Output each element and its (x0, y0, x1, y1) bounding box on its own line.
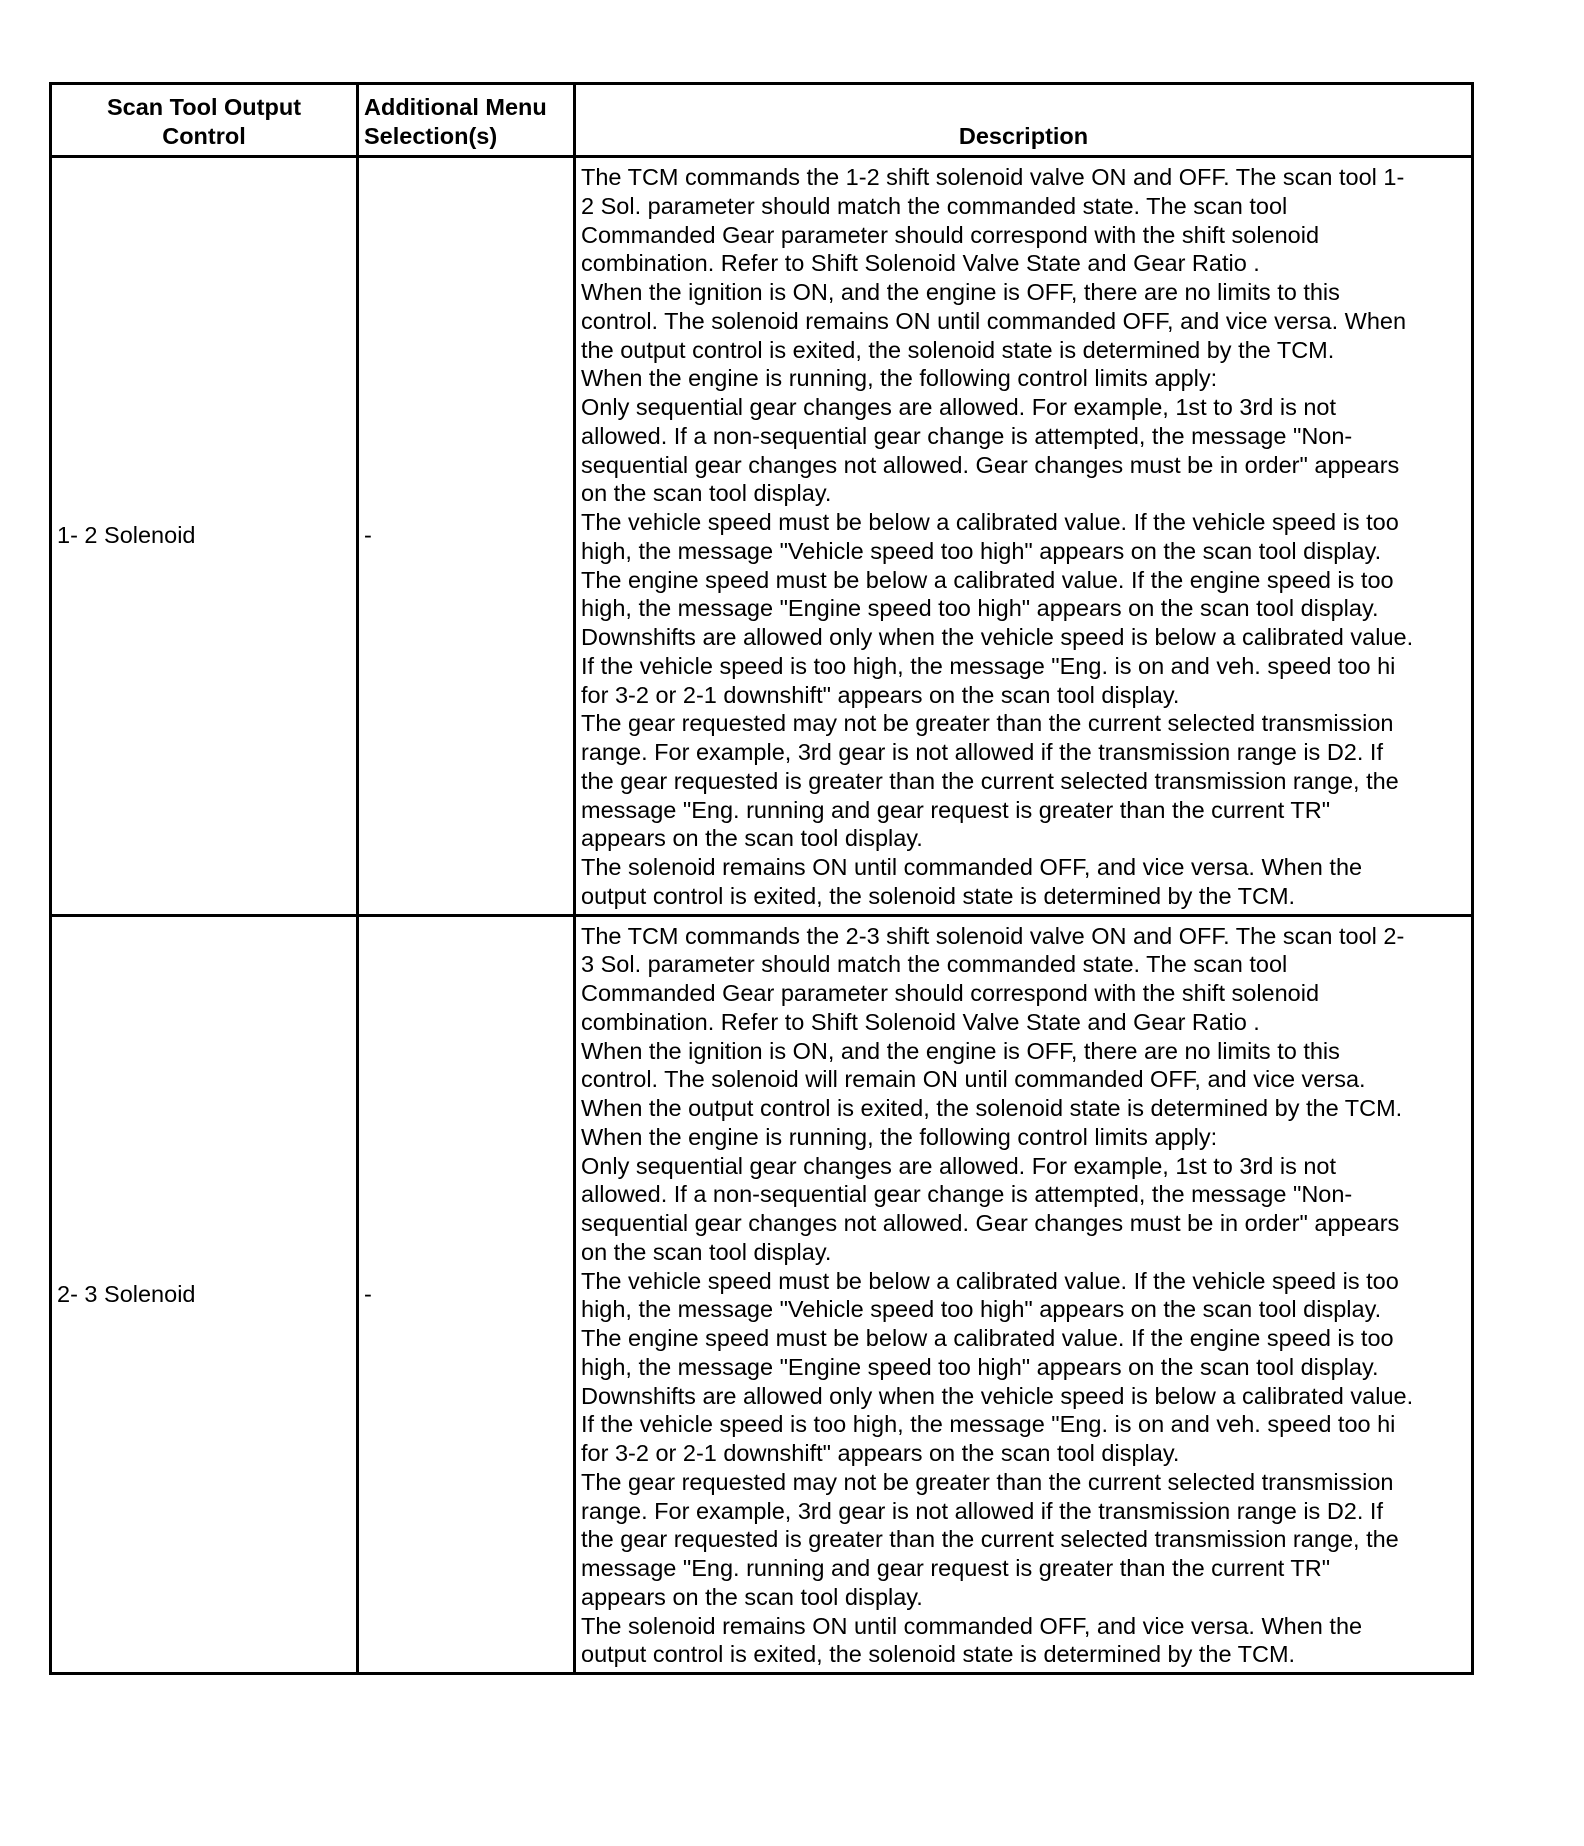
header-control-line-2: Control (162, 123, 246, 149)
description-line: control. The solenoid remains ON until commanded OFF, and vice versa. When (581, 307, 1407, 334)
cell-additional-menu-selection: - (358, 915, 575, 1674)
description-line: high, the message "Engine speed too high" appears on the scan tool display. (581, 595, 1379, 622)
header-description (575, 84, 1473, 157)
description-line: on the scan tool display. (581, 1238, 832, 1265)
cell-scan-tool-output-control: 2- 3 Solenoid (51, 915, 358, 1674)
description-line: high, the message "Vehicle speed too high" appears on the scan tool display. (581, 1296, 1382, 1323)
description-line: The TCM commands the 1-2 shift solenoid valve ON and OFF. The scan tool 1- (581, 164, 1405, 190)
cell-additional-menu-selection: - (358, 157, 575, 916)
description-line: Downshifts are allowed only when the vehicle speed is below a calibrated value. (581, 624, 1414, 650)
table-row (51, 915, 1473, 1674)
description-line: The gear requested may not be greater than the current selected transmission (581, 1468, 1394, 1495)
description-line: If the vehicle speed is too high, the message "Eng. is on and veh. speed too hi (581, 652, 1396, 679)
description-line: Commanded Gear parameter should correspond with the shift solenoid (581, 221, 1320, 248)
description-line: control. The solenoid will remain ON until commanded OFF, and vice versa. (581, 1066, 1366, 1093)
description-line: The solenoid remains ON until commanded OFF, and vice versa. When the (581, 1612, 1363, 1639)
description-line: message "Eng. running and gear request is greater than the current TR" (581, 796, 1331, 823)
description-line: output control is exited, the solenoid state is determined by the TCM. (581, 1641, 1296, 1668)
description-line: The solenoid remains ON until commanded OFF, and vice versa. When the (581, 854, 1363, 880)
description-line: range. For example, 3rd gear is not allowed if the transmission range is D2. If (581, 739, 1383, 765)
description-line: The vehicle speed must be below a calibrated value. If the vehicle speed is too (581, 509, 1399, 535)
description-line: appears on the scan tool display. (581, 1583, 923, 1610)
description-line: on the scan tool display. (581, 480, 832, 507)
description-line: When the output control is exited, the solenoid state is determined by the TCM. (581, 1095, 1403, 1121)
description-line: allowed. If a non-sequential gear change is attempted, the message "Non- (581, 1181, 1353, 1208)
description-line: 3 Sol. parameter should match the commanded state. The scan tool (581, 951, 1288, 978)
output-control-table (49, 82, 1474, 1675)
description-line: The vehicle speed must be below a calibrated value. If the vehicle speed is too (581, 1267, 1399, 1294)
description-line: output control is exited, the solenoid state is determined by the TCM. (581, 882, 1296, 909)
description-line: combination. Refer to Shift Solenoid Valve State and Gear Ratio . (581, 1008, 1260, 1035)
description-line: the gear requested is greater than the current selected transmission range, the (581, 767, 1399, 794)
cell-scan-tool-output-control: 1- 2 Solenoid (51, 157, 358, 916)
output-control-table-container (49, 82, 1471, 1675)
cell-description (575, 915, 1473, 1674)
table-row (51, 157, 1473, 916)
description-line: for 3-2 or 2-1 downshift" appears on the scan tool display. (581, 1440, 1180, 1466)
header-additional-menu-selections (358, 84, 575, 157)
description-line: The engine speed must be below a calibrated value. If the engine speed is too (581, 566, 1394, 593)
description-line: When the engine is running, the following control limits apply: (581, 1123, 1218, 1150)
table-body (51, 157, 1473, 1674)
description-line: sequential gear changes not allowed. Gear changes must be in order" appears (581, 451, 1400, 478)
header-menu-line-1: Additional Menu (364, 94, 547, 120)
description-line: The TCM commands the 2-3 shift solenoid valve ON and OFF. The scan tool 2- (581, 922, 1405, 949)
cell-description (575, 157, 1473, 916)
description-line: Only sequential gear changes are allowed. For example, 1st to 3rd is not (581, 394, 1337, 420)
description-line: for 3-2 or 2-1 downshift" appears on the scan tool display. (581, 681, 1180, 708)
description-line: The engine speed must be below a calibrated value. If the engine speed is too (581, 1325, 1394, 1351)
description-line: When the engine is running, the following control limits apply: (581, 365, 1218, 392)
header-control-line-1: Scan Tool Output (106, 94, 302, 120)
description-line: the gear requested is greater than the current selected transmission range, the (581, 1526, 1399, 1553)
description-line: message "Eng. running and gear request is greater than the current TR" (581, 1555, 1331, 1581)
header-scan-tool-output-control (51, 84, 358, 157)
description-line: sequential gear changes not allowed. Gear changes must be in order" appears (581, 1210, 1400, 1236)
description-line: Downshifts are allowed only when the vehicle speed is below a calibrated value. (581, 1382, 1414, 1409)
description-line: the output control is exited, the solenoid state is determined by the TCM. (581, 336, 1335, 363)
description-line: When the ignition is ON, and the engine is OFF, there are no limits to this (581, 279, 1340, 305)
description-line: high, the message "Engine speed too high" appears on the scan tool display. (581, 1353, 1379, 1380)
description-line: 2 Sol. parameter should match the commanded state. The scan tool (581, 192, 1288, 219)
description-line: high, the message "Vehicle speed too high" appears on the scan tool display. (581, 537, 1382, 564)
description-line: combination. Refer to Shift Solenoid Valve State and Gear Ratio . (581, 250, 1260, 277)
table-header-row (51, 84, 1473, 157)
description-line: Only sequential gear changes are allowed. For example, 1st to 3rd is not (581, 1152, 1337, 1179)
header-menu-line-2: Selection(s) (364, 123, 498, 149)
header-description-label: Description (958, 123, 1089, 149)
description-line: The gear requested may not be greater than the current selected transmission (581, 710, 1394, 737)
description-line: When the ignition is ON, and the engine is OFF, there are no limits to this (581, 1037, 1340, 1064)
description-line: Commanded Gear parameter should correspond with the shift solenoid (581, 980, 1320, 1006)
description-line: If the vehicle speed is too high, the message "Eng. is on and veh. speed too hi (581, 1411, 1396, 1438)
description-line: appears on the scan tool display. (581, 825, 923, 852)
description-line: range. For example, 3rd gear is not allowed if the transmission range is D2. If (581, 1497, 1383, 1524)
description-line: allowed. If a non-sequential gear change is attempted, the message "Non- (581, 422, 1353, 449)
